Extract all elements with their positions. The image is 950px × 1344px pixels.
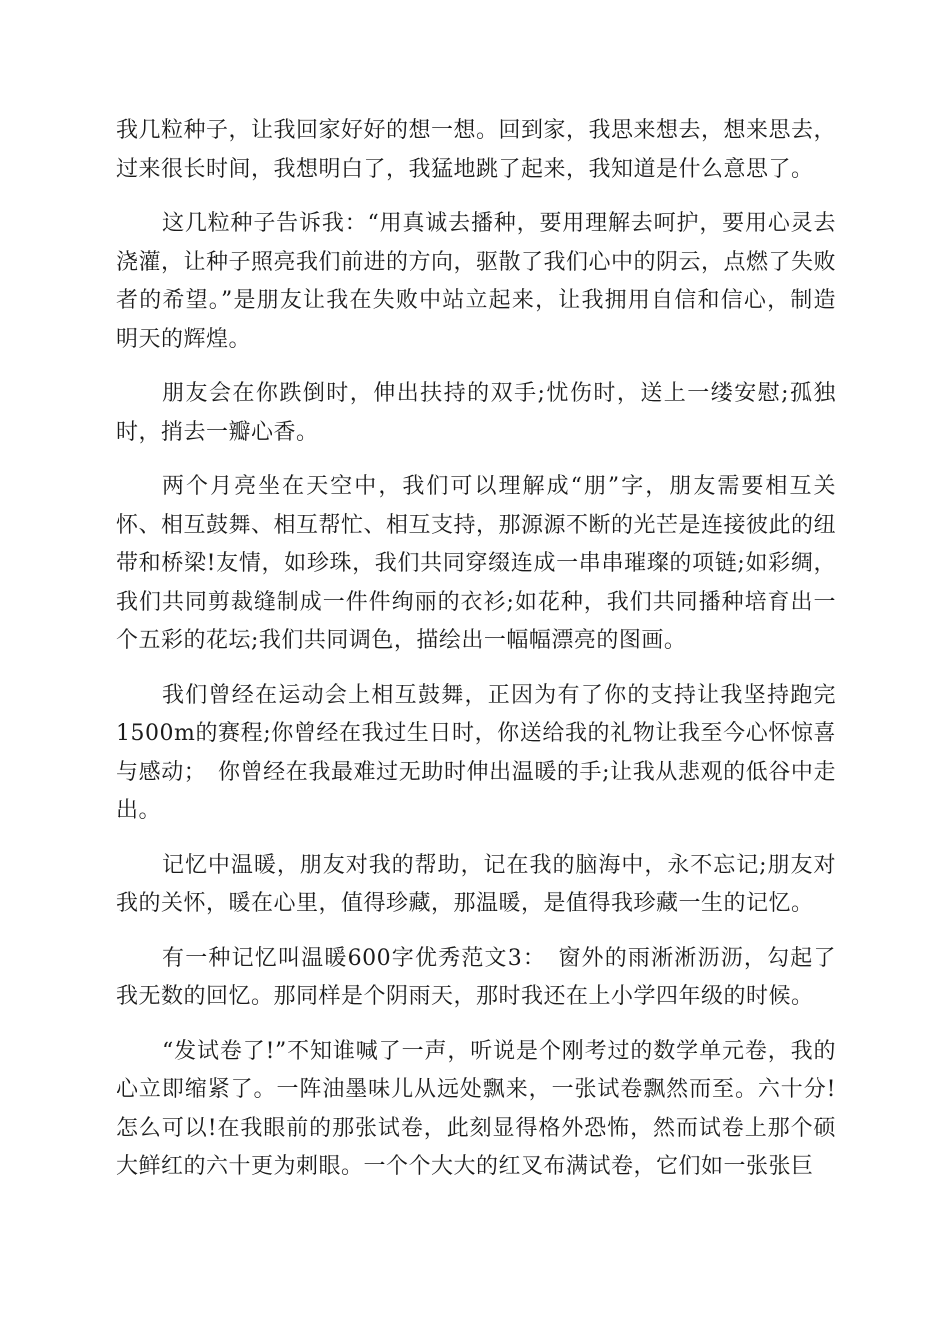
paragraph-6: 记忆中温暖，朋友对我的帮助，记在我的脑海中，永不忘记;朋友对我的关怀，暖在心里，值得珍藏，那温暖，是值得我珍藏一生的记忆。: [116, 852, 836, 916]
document-body: [116, 112, 836, 1203]
paragraph-8: “发试卷了!”不知谁喊了一声，听说是个刚考过的数学单元卷，我的心立即缩紧了。一阵油墨味儿从远处飘来，一张试卷飘然而至。六十分!怎么可以!在我眼前的那张试卷，此刻显得格外恐怖，然而试卷上那个硕大鲜红的六十更为刺眼。一个个大大的红叉布满试卷，它们如一张张巨: [116, 1038, 836, 1179]
paragraph-3: 朋友会在你跌倒时，伸出扶持的双手;忧伤时，送上一缕安慰;孤独时，捎去一瓣心香。: [116, 381, 836, 445]
paragraph-4: 两个月亮坐在天空中，我们可以理解成“朋”字，朋友需要相互关怀、相互鼓舞、相互帮忙、相互支持，那源源不断的光芒是连接彼此的纽带和桥梁!友情，如珍珠，我们共同穿缀连成一串串璀璨的项链;如彩绸，我们共同剪裁缝制成一件件绚丽的衣衫;如花种，我们共同播种培育出一个五彩的花坛;我们共同调色，描绘出一幅幅漂亮的图画。: [116, 474, 837, 653]
paragraph-5: 我们曾经在运动会上相互鼓舞，正因为有了你的支持让我坚持跑完1500m的赛程;你曾经在我过生日时，你送给我的礼物让我至今心怀惊喜与感动； 你曾经在我最难过无助时伸出温暖的手;让我从悲观的低谷中走出。: [116, 682, 836, 823]
paragraph-7: 有一种记忆叫温暖600字优秀范文3： 窗外的雨淅淅沥沥，勾起了我无数的回忆。那同样是个阴雨天，那时我还在上小学四年级的时候。: [116, 945, 836, 1009]
paragraph-1: 我几粒种子，让我回家好好的想一想。回到家，我思来想去，想来思去，过来很长时间，我想明白了，我猛地跳了起来，我知道是什么意思了。: [116, 118, 837, 182]
paragraph-2: 这几粒种子告诉我：“用真诚去播种，要用理解去呵护，要用心灵去浇灌，让种子照亮我们前进的方向，驱散了我们心中的阴云，点燃了失败者的希望。”是朋友让我在失败中站立起来，让我拥用自信和信心，制造明天的辉煌。: [116, 211, 837, 352]
